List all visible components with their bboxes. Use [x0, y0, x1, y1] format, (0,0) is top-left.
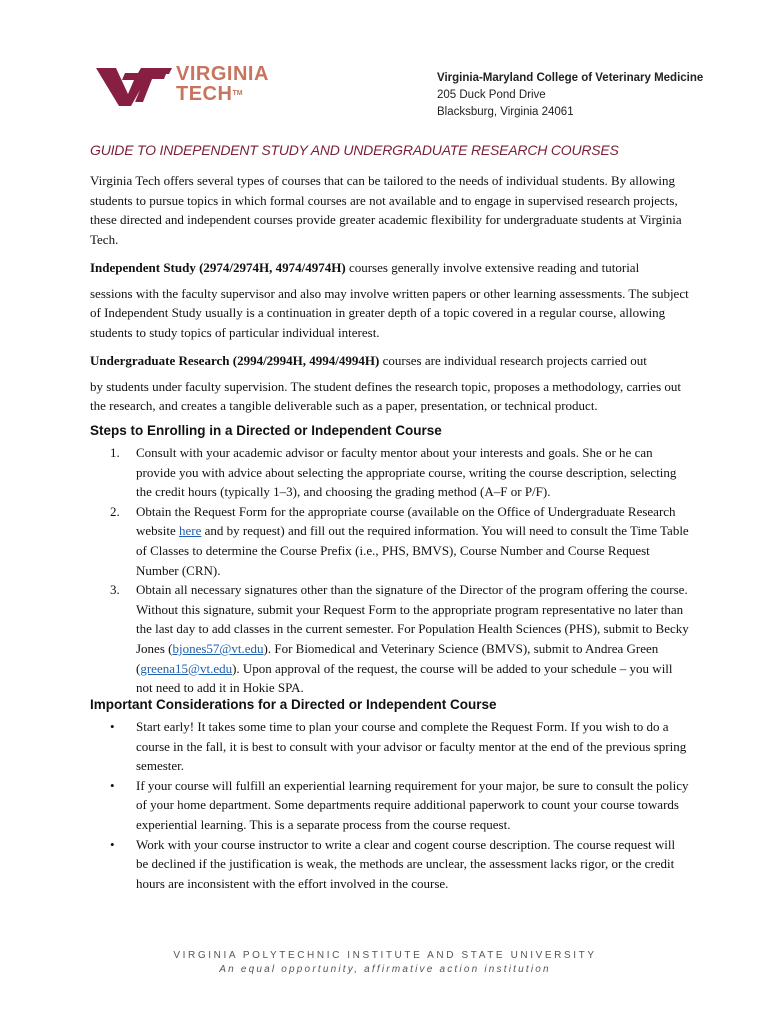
independent-study-label: Independent Study (2974/2974H, 4974/4974H) [90, 260, 346, 275]
step-text-post: ). Upon approval of the request, the course will be added to your schedule – you will not need to add it in Hokie SPA. [136, 660, 673, 696]
step-text-pre: Obtain all necessary signatures other than the signature of the Director of the program offering the course. Without this signature, submit your Request Form to the appropriate program representative no later than the last day to add classes in the current semester. For Population Health Sciences (PHS), submit to Becky Jones ( [136, 582, 689, 656]
list-item [90, 717, 690, 776]
step-text-pre: Obtain the Request Form for the appropriate course (available on the Office of Undergraduate Research website [136, 503, 676, 539]
considerations-heading: Important Considerations for a Directed or Independent Course [90, 697, 497, 712]
undergrad-research-line1: courses are individual research projects carried out [379, 353, 647, 368]
list-item [90, 776, 690, 835]
independent-study-line1: courses generally involve extensive reading and tutorial [345, 260, 640, 275]
list-item [90, 443, 690, 502]
undergrad-research-label: Undergraduate Research (2994/2994H, 4994/4994H) [90, 353, 380, 368]
consideration-text: Start early! It takes some time to plan your course and complete the Request Form. If you wish to do a course in the fall, it is best to consult with your advisor or faculty mentor at the end of the previous spring semester. [136, 719, 687, 774]
logo-wordmark [176, 64, 269, 104]
consideration-text: If your course will fulfill an experiential learning requirement for your major, be sure to consult the policy of your home department. Some departments require additional paperwork to count your course towards experiential learning. This is a separate process from the course request. [136, 777, 689, 832]
step-number: 3. [110, 582, 120, 598]
undergrad-research-text: by students under faculty supervision. The student defines the research topic, proposes a methodology, carries out the research, and creates a tangible deliverable such as a paper, presentation, or technical product. [90, 378, 681, 414]
here-link[interactable]: here [178, 523, 202, 539]
step-number: 2. [110, 503, 120, 519]
step-number: 1. [110, 445, 120, 460]
logo-line-2: TECH [176, 83, 233, 105]
logo-line-1: VIRGINIA [176, 63, 269, 85]
intro-paragraph: Virginia Tech offers several types of courses that can be tailored to the needs of individual students. By allowing students to pursue topics in which formal courses are not available and to engage in supervised research projects, these directed and independent courses provide greater academic flexibility for undergraduate students at Virginia Tech. [90, 173, 682, 247]
email-link-bjones[interactable]: bjones57@vt.edu [172, 640, 264, 656]
address-line-2: Blacksburg, Virginia 24061 [437, 106, 574, 118]
bullet-icon: • [110, 719, 115, 734]
list-item [90, 580, 690, 698]
address-block [437, 70, 703, 121]
page-title: GUIDE TO INDEPENDENT STUDY AND UNDERGRADUATE RESEARCH COURSES [90, 142, 619, 158]
independent-study-paragraph [90, 258, 690, 342]
bullet-icon: • [110, 777, 115, 793]
step-text-mid: ). For Biomedical and Veterinary Science (BMVS), submit to Andrea Green ( [136, 640, 659, 676]
bullet-icon: • [110, 836, 115, 852]
list-item [90, 502, 690, 580]
undergrad-research-paragraph [90, 351, 690, 416]
steps-heading: Steps to Enrolling in a Directed or Independent Course [90, 423, 442, 438]
email-link-greena[interactable]: greena15@vt.edu [140, 660, 233, 676]
address-line-1: 205 Duck Pond Drive [437, 89, 546, 101]
independent-study-text: sessions with the faculty supervisor and also may involve written papers or other learning assessments. The subject of Independent Study usually is a continuation in greater depth of a topic covered in a regular course, allowing students to study topics of particular individual interest. [90, 285, 689, 340]
steps-list [90, 443, 690, 698]
logo-tm: TM [232, 90, 243, 97]
footer-institution: VIRGINIA POLYTECHNIC INSTITUTE AND STATE UNIVERSITY [173, 950, 597, 961]
consideration-text: Work with your course instructor to write a clear and cogent course description. The course request will be declined if the justification is weak, the methods are unclear, the assessment lacks rigor, or the credit hours are inconsistent with the effort involved in the course. [136, 836, 676, 891]
step-text: Consult with your academic advisor or faculty mentor about your interests and goals. She or he can provide you with advice about selecting the appropriate course, writing the course description, selecting the credit hours (typically 1–3), and choosing the grading method (A–F or P/F). [136, 445, 677, 500]
footer-tagline: An equal opportunity, affirmative action institution [219, 964, 551, 975]
org-name: Virginia-Maryland College of Veterinary Medicine [437, 72, 704, 84]
considerations-list [90, 717, 690, 893]
list-item [90, 835, 690, 894]
step-text-post: and by request) and fill out the required information. You will need to consult the Time Table of Classes to determine the Course Prefix (i.e., PHS, BMVS), Course Number and Course Request Number (CRN). [136, 523, 689, 578]
